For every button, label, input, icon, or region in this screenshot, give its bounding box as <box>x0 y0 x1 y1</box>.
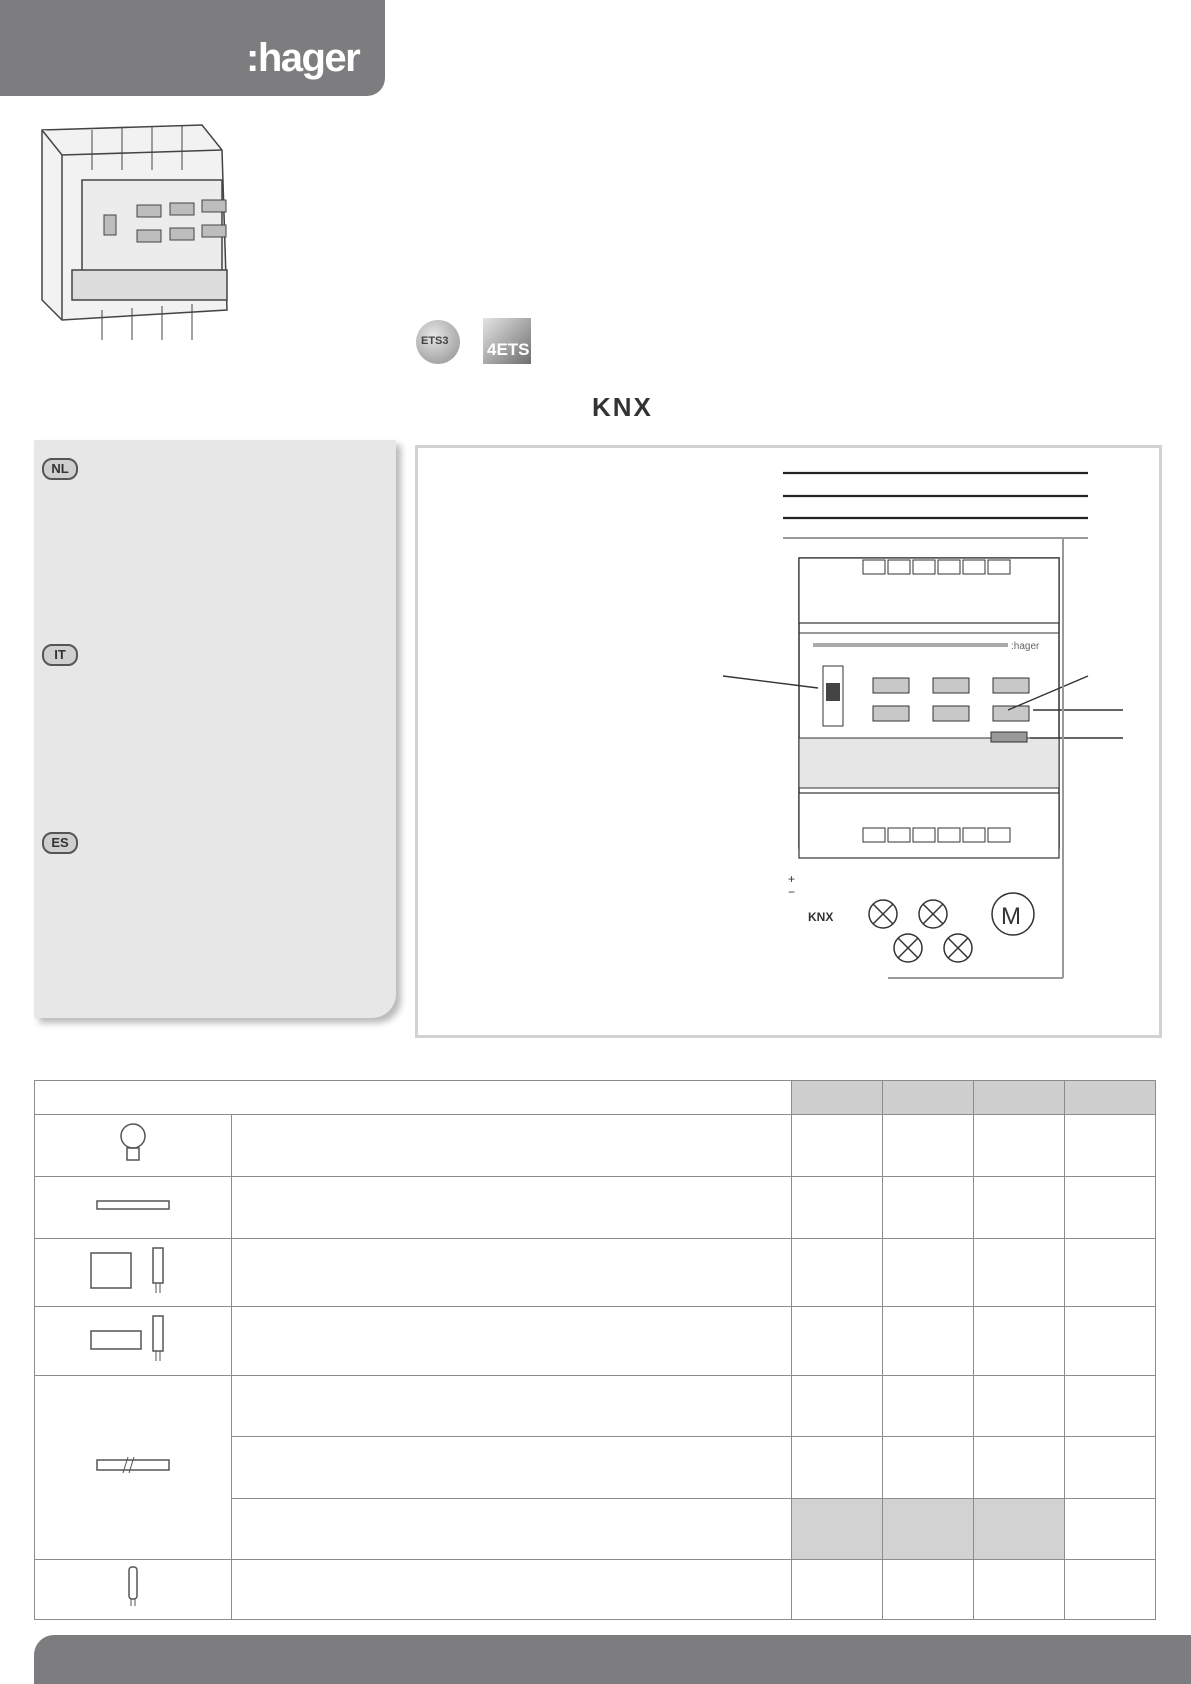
product-image <box>22 110 254 350</box>
table-header-blank <box>35 1081 792 1115</box>
motor-label: M <box>1001 903 1021 930</box>
table-row <box>35 1238 1156 1306</box>
transformer-halogen-icon <box>35 1238 232 1306</box>
table-cell <box>232 1115 792 1176</box>
ets4-badge-label: 4ETS <box>487 340 530 359</box>
wiring-diagram <box>418 448 1159 1035</box>
table-row <box>35 1375 1156 1436</box>
table-header-col-2 <box>883 1081 974 1115</box>
knx-logo: KNX <box>592 392 653 422</box>
spec-table <box>34 1080 1156 1620</box>
language-panel <box>34 440 396 1018</box>
lang-badge-es: ES <box>42 832 78 854</box>
minus-label: − <box>788 885 796 899</box>
fluorescent-tube-icon <box>35 1375 232 1559</box>
table-header-col-4 <box>1065 1081 1156 1115</box>
electronic-transformer-halogen-icon <box>35 1307 232 1375</box>
halogen-tube-icon <box>35 1176 232 1238</box>
knx-label: KNX <box>808 910 834 924</box>
lang-badge-it: IT <box>42 644 78 666</box>
table-header-col-3 <box>974 1081 1065 1115</box>
table-row <box>35 1115 1156 1176</box>
table-row <box>35 1176 1156 1238</box>
wiring-diagram-frame <box>415 445 1162 1038</box>
table-row <box>35 1559 1156 1619</box>
incandescent-lamp-icon <box>35 1115 232 1176</box>
brand-logo: :hager <box>246 36 360 80</box>
ets3-badge-label: ETS3 <box>421 335 449 347</box>
diagram-brand: :hager <box>1011 641 1040 652</box>
compact-fluorescent-icon <box>35 1559 232 1619</box>
footer-bar <box>34 1635 1191 1684</box>
lang-badge-nl: NL <box>42 458 78 480</box>
table-row <box>35 1307 1156 1375</box>
plus-label: + <box>788 872 796 886</box>
table-header-col-1 <box>792 1081 883 1115</box>
